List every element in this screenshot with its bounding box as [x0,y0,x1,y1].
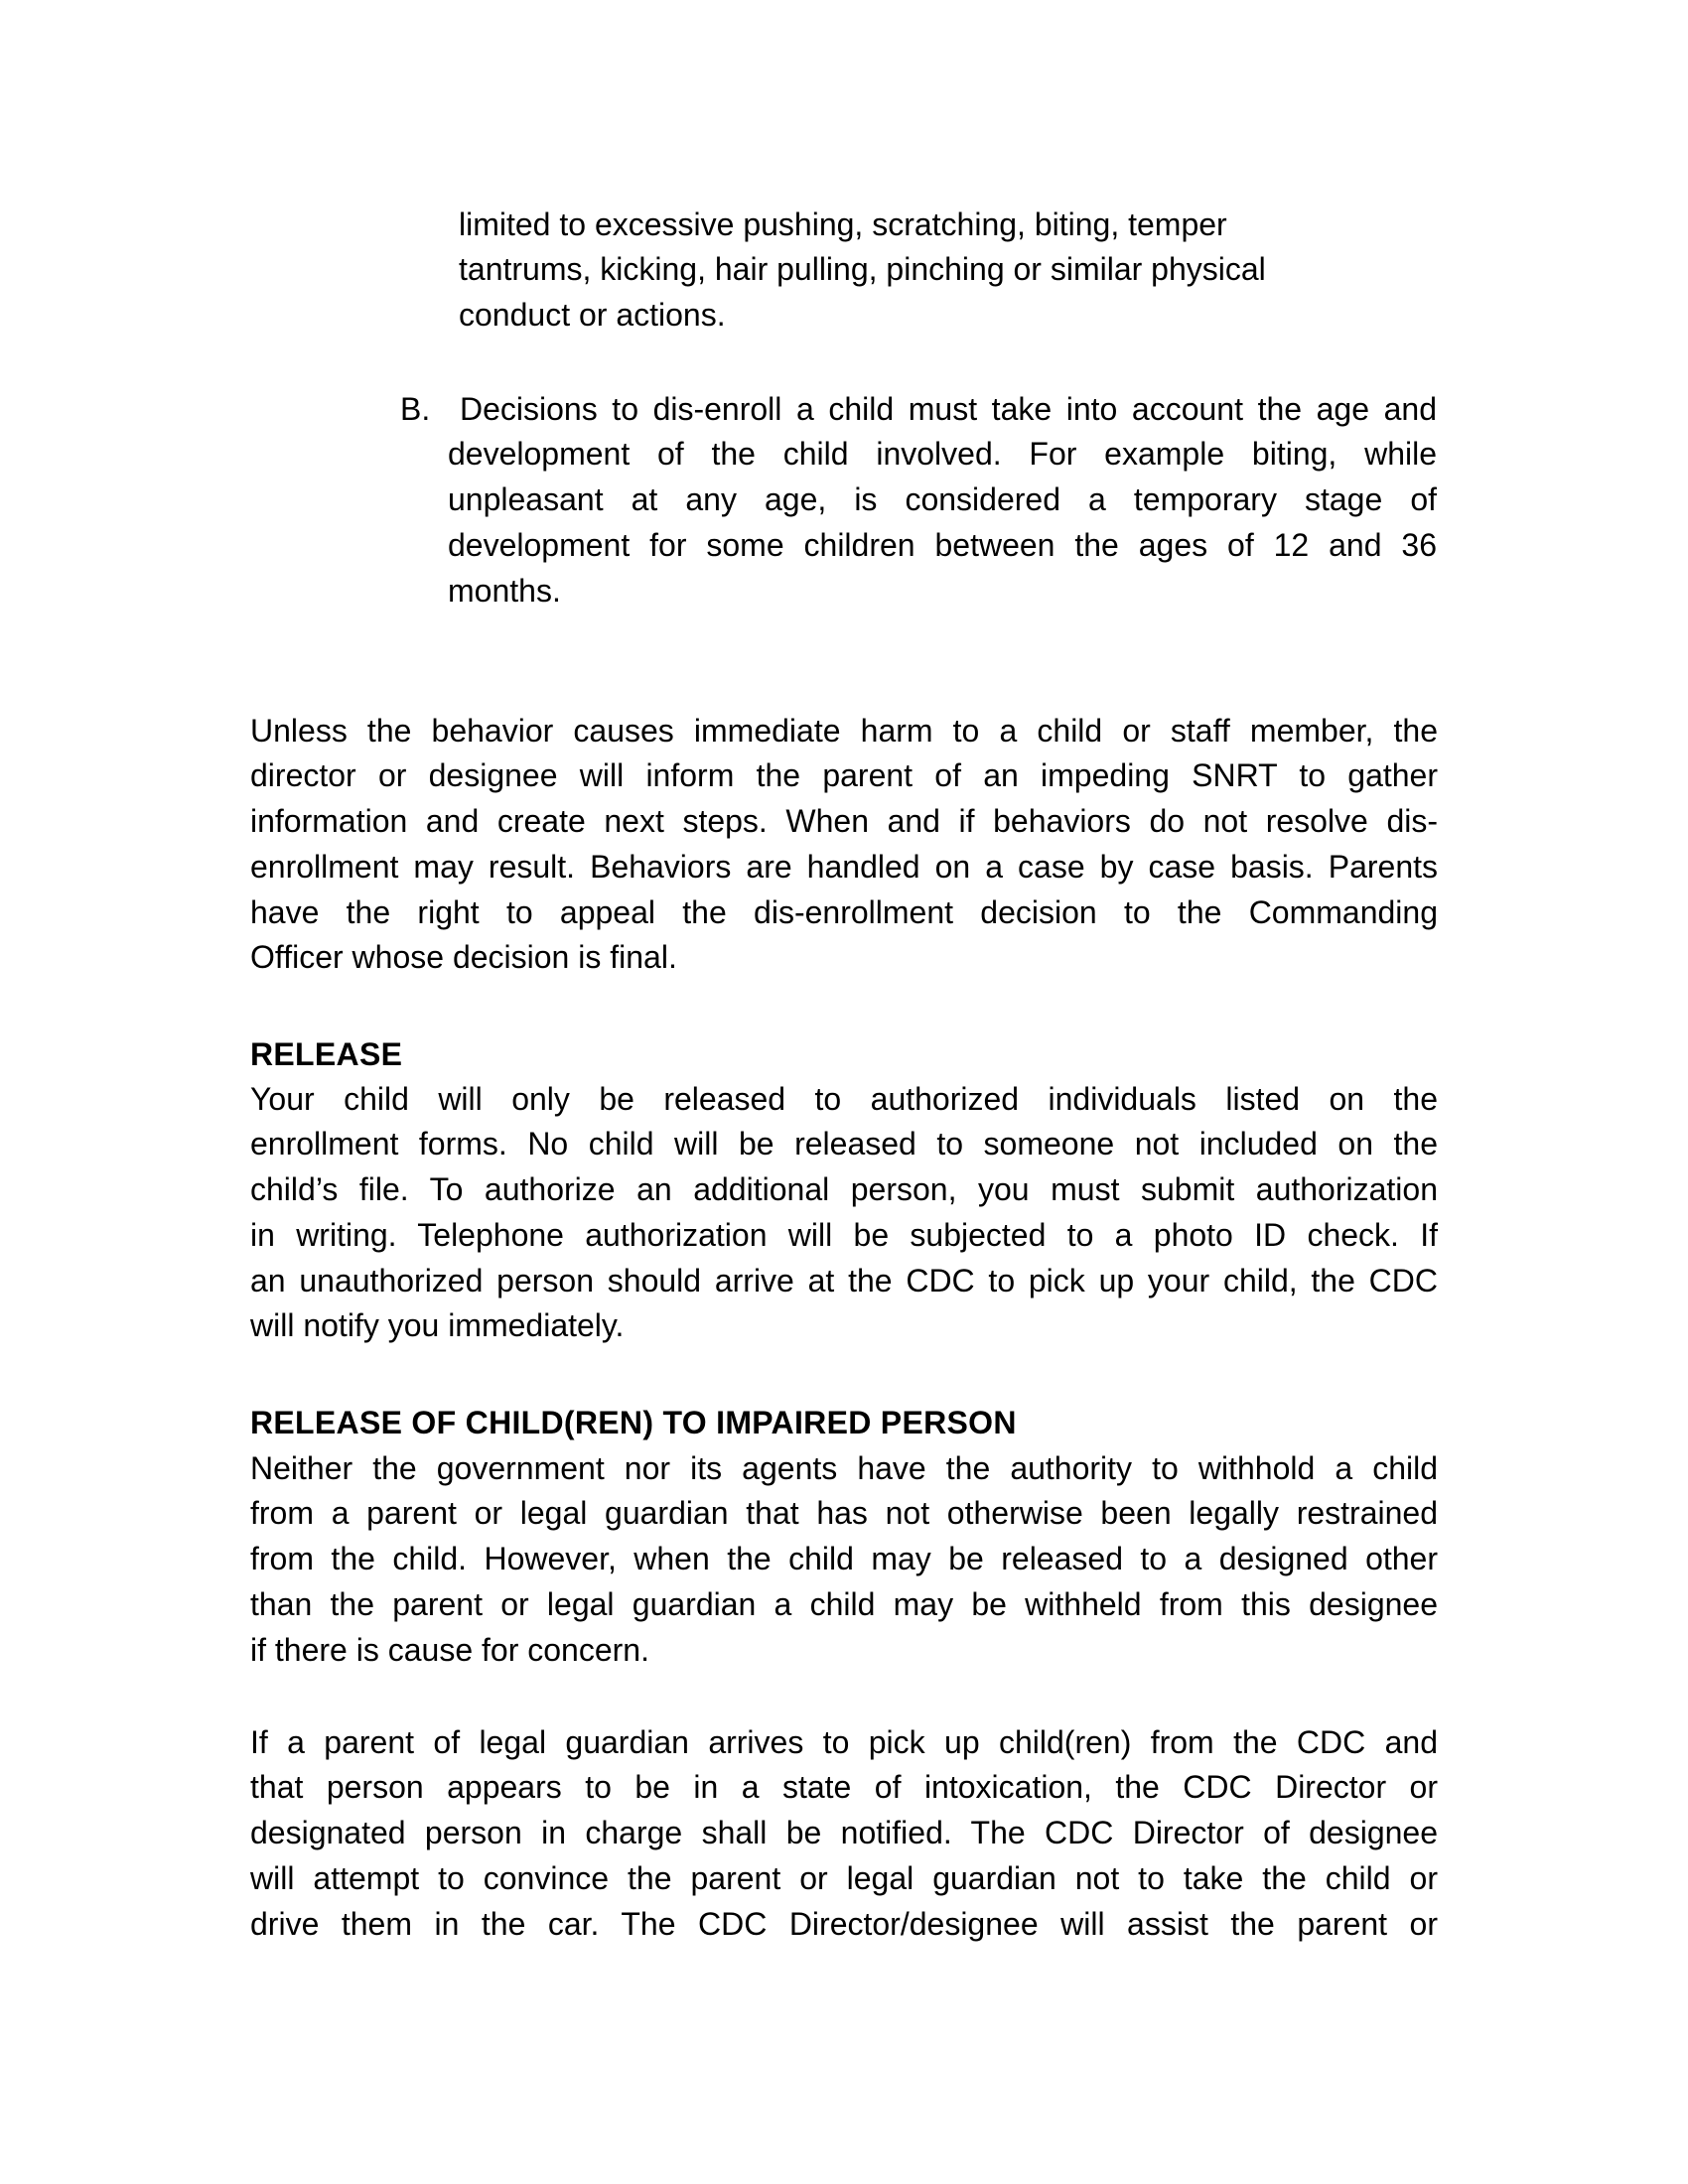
text-line: development for some children between the ages of 12 and 36 [448,526,1437,563]
text-line: Neither the government nor its agents have the authority to withhold a child [250,1449,1438,1486]
text-line: months. [448,572,561,609]
text-line: designated person in charge shall be notified. The CDC Director of designee [250,1815,1438,1851]
text-line: have the right to appeal the dis-enrollment decision to the Commanding [250,893,1438,930]
text-line: conduct or actions. [459,297,726,334]
text-line: enrollment may result. Behaviors are handled on a case by case basis. Parents [250,848,1438,885]
text-line: from a parent or legal guardian that has not otherwise been legally restrained [250,1495,1438,1532]
release-paragraph [250,1077,1438,1350]
text-line: an unauthorized person should arrive at the CDC to pick up your child, the CDC [250,1262,1438,1298]
text-line: director or designee will inform the parent of an impeding SNRT to gather [250,757,1438,794]
text-line: If a parent of legal guardian arrives to pick up child(ren) from the CDC and [250,1723,1438,1760]
text-line: child’s file. To authorize an additional person, you must submit authorization [250,1171,1438,1208]
text-line: Decisions to dis-enroll a child must take into account the age and [460,390,1437,427]
text-line: will notify you immediately. [250,1307,625,1344]
list-item-b-label: B. [400,390,431,427]
disenrollment-paragraph [250,709,1438,982]
impaired-person-paragraph-1 [250,1446,1438,1674]
text-line: from the child. However, when the child may be released to a designed other [250,1541,1438,1577]
text-line: limited to excessive pushing, scratching, biting, temper [459,205,1227,242]
text-line: enrollment forms. No child will be released to someone not included on the [250,1126,1438,1162]
text-line: that person appears to be in a state of intoxication, the CDC Director or [250,1769,1438,1806]
text-line: in writing. Telephone authorization will be subjected to a photo ID check. If [250,1216,1438,1253]
text-line: drive them in the car. The CDC Director/designee will assist the parent or [250,1905,1438,1942]
section-heading-impaired-person: RELEASE OF CHILD(REN) TO IMPAIRED PERSON [250,1404,1017,1440]
text-line: Unless the behavior causes immediate harm to a child or staff member, the [250,712,1438,749]
text-line: Officer whose decision is final. [250,939,677,976]
text-line: development of the child involved. For example biting, while [448,436,1437,473]
text-line: information and create next steps. When and if behaviors do not resolve dis- [250,803,1438,840]
list-item-b-first-line [460,387,1437,433]
list-item-b-body [448,432,1437,614]
impaired-person-paragraph-2 [250,1720,1438,1948]
text-line: if there is cause for concern. [250,1631,649,1668]
text-line: than the parent or legal guardian a child may be withheld from this designee [250,1585,1438,1622]
text-line: tantrums, kicking, hair pulling, pinching or similar physical [459,251,1266,288]
text-line: will attempt to convince the parent or legal guardian not to take the child or [250,1859,1438,1896]
text-line: unpleasant at any age, is considered a temporary stage of [448,481,1437,518]
section-heading-release: RELEASE [250,1035,403,1072]
list-item-a-continuation [459,203,1352,339]
text-line: Your child will only be released to authorized individuals listed on the [250,1080,1438,1117]
